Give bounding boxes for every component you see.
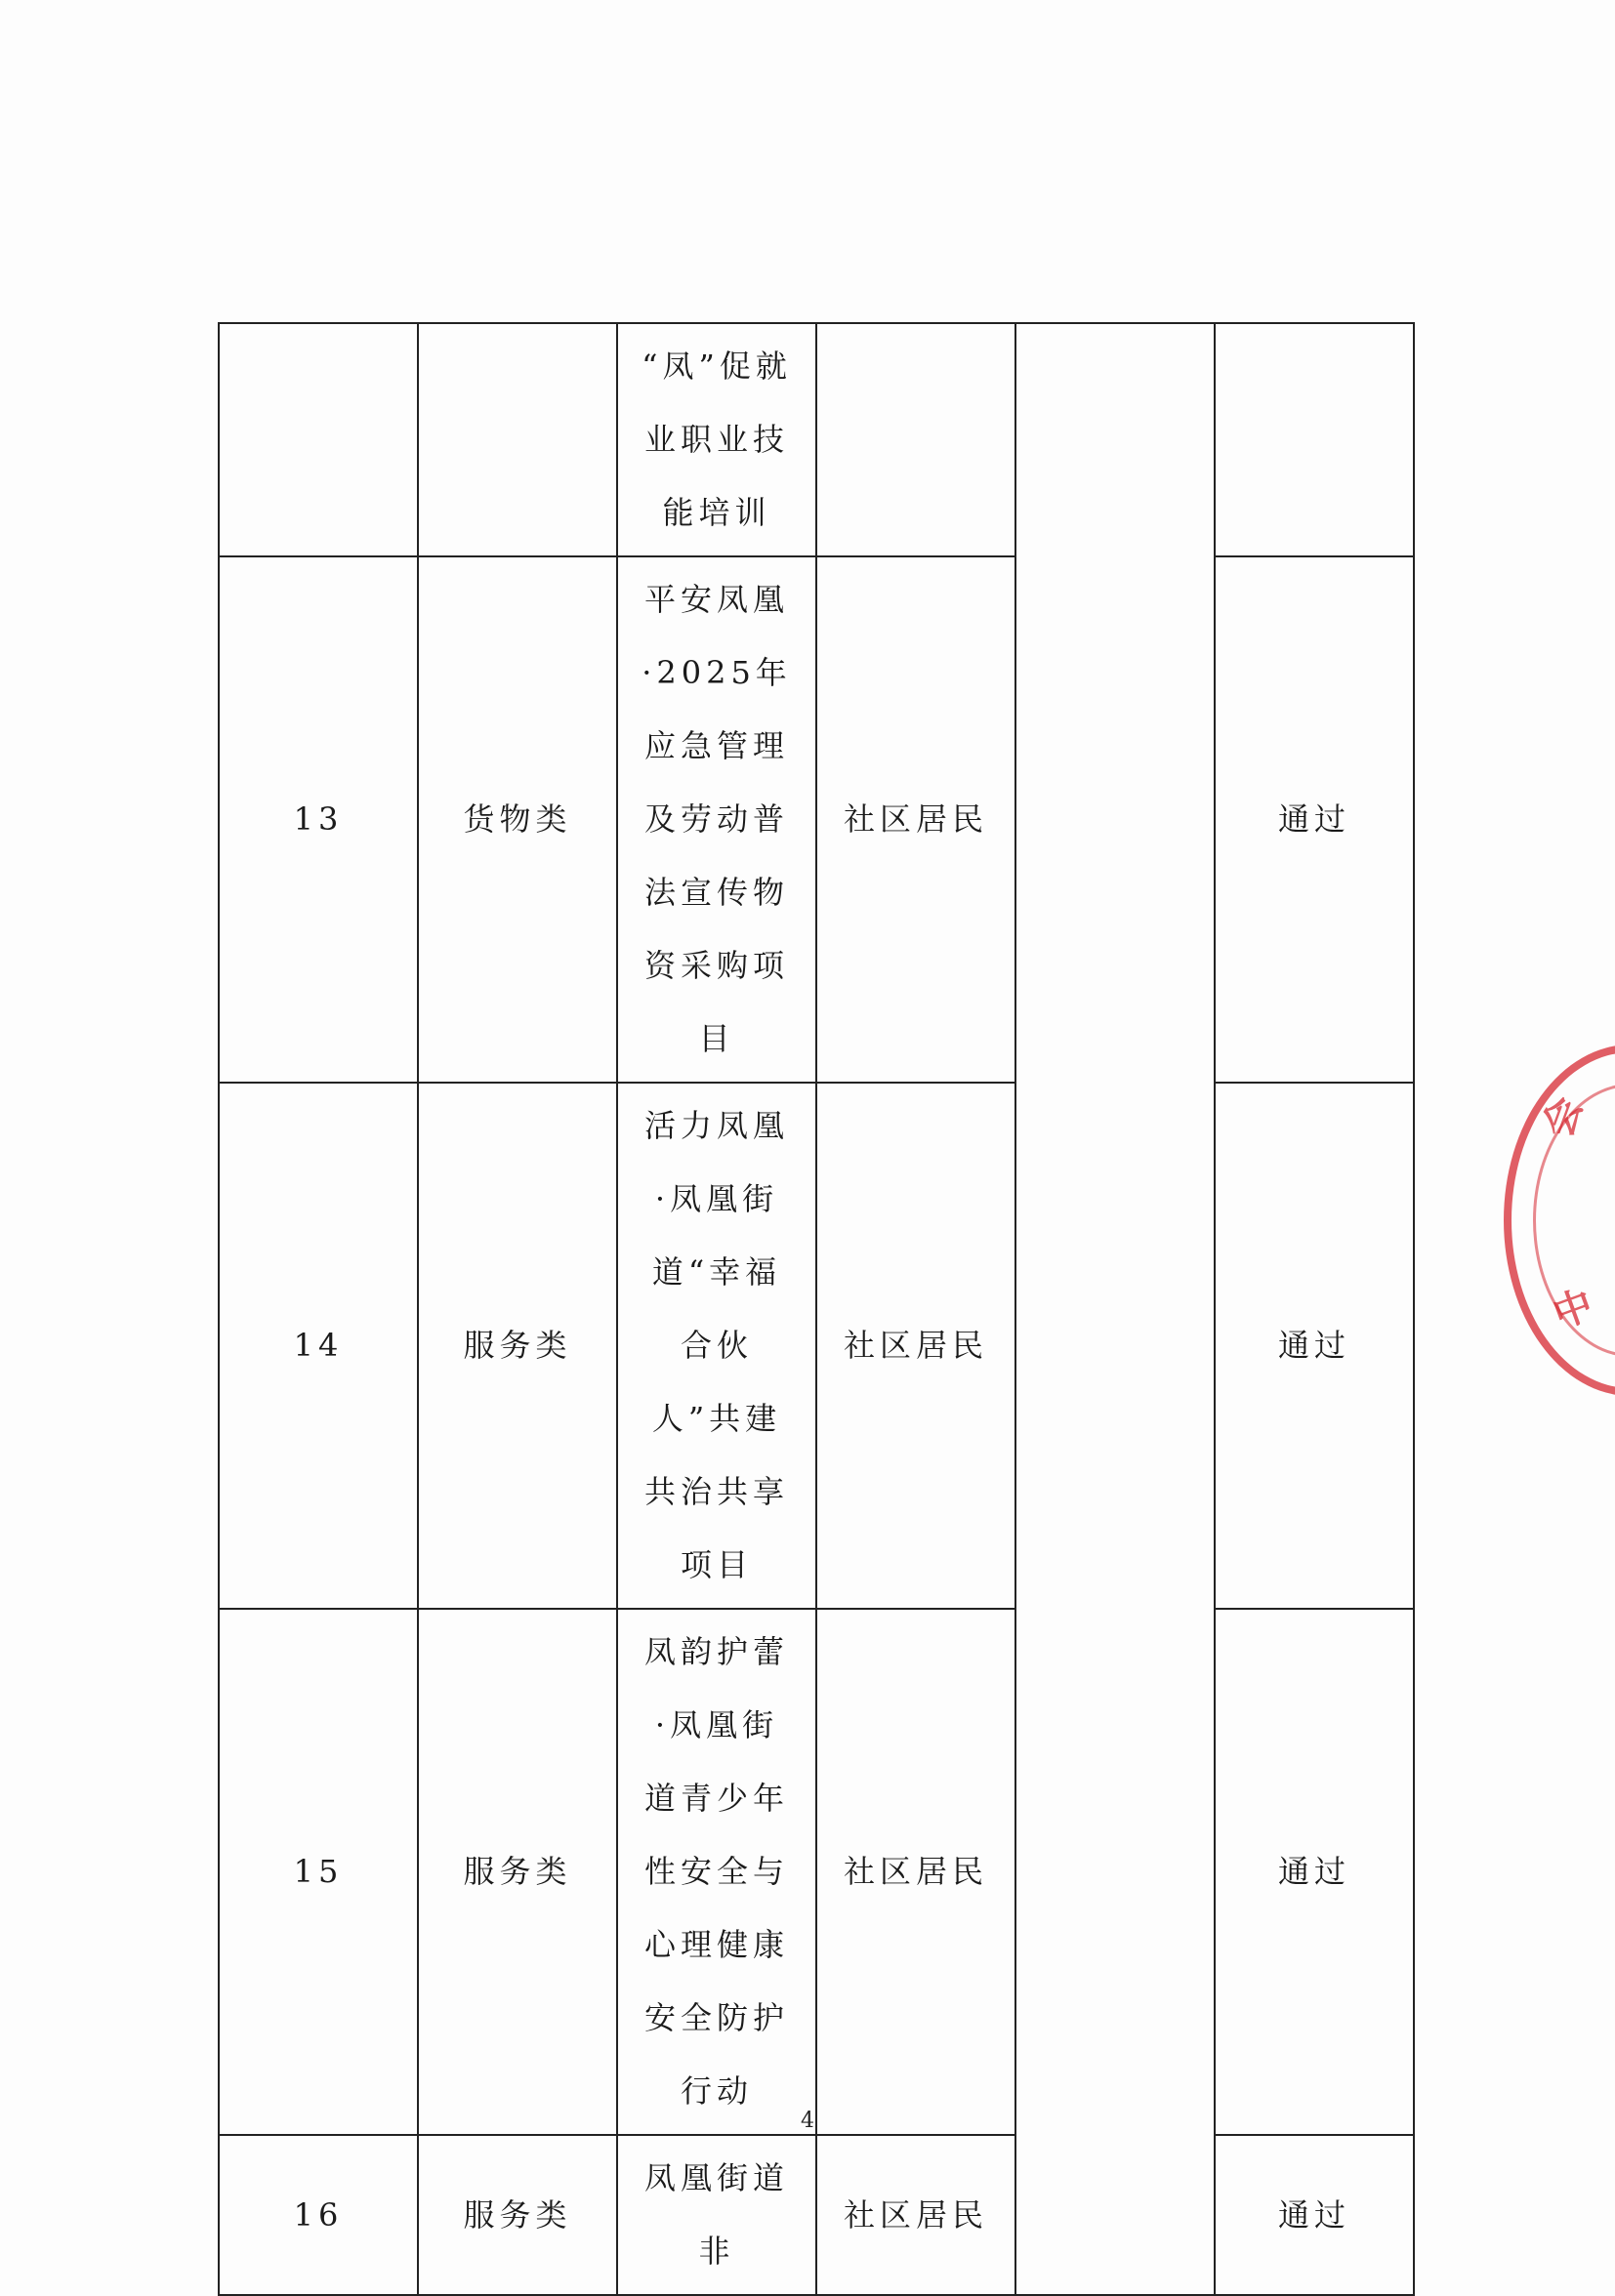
- result-cell: 通过: [1215, 1609, 1414, 2135]
- merged-column-cell: [1015, 323, 1215, 2295]
- result-cell: 通过: [1215, 2135, 1414, 2295]
- seal-glyph: 会: [1535, 1091, 1592, 1144]
- index-cell: 13: [219, 556, 418, 1083]
- target-cell: [816, 323, 1015, 556]
- project-name-cell: “凤”促就业职业技能培训: [617, 323, 816, 556]
- result-cell: 通过: [1215, 1083, 1414, 1609]
- result-cell: [1215, 323, 1414, 556]
- project-name-cell: 平安凤凰·2025年应急管理及劳动普法宣传物资采购项目: [617, 556, 816, 1083]
- seal-glyph: 中: [1547, 1282, 1599, 1338]
- project-table: [218, 322, 1415, 2296]
- table-row: [219, 323, 1414, 556]
- category-cell: 服务类: [418, 1609, 617, 2135]
- project-name-cell: 活力凤凰·凤凰街道“幸福合伙人”共建共治共享项目: [617, 1083, 816, 1609]
- category-cell: [418, 323, 617, 556]
- table-row: [219, 1609, 1414, 2135]
- category-cell: 货物类: [418, 556, 617, 1083]
- table-row: [219, 2135, 1414, 2295]
- table-row: [219, 1083, 1414, 1609]
- project-name-cell: 凤凰街道非: [617, 2135, 816, 2295]
- table-row: [219, 556, 1414, 1083]
- target-cell: 社区居民: [816, 556, 1015, 1083]
- target-cell: 社区居民: [816, 1083, 1015, 1609]
- result-cell: 通过: [1215, 556, 1414, 1083]
- page-number: 4: [801, 2109, 814, 2133]
- index-cell: 14: [219, 1083, 418, 1609]
- category-cell: 服务类: [418, 1083, 617, 1609]
- target-cell: 社区居民: [816, 1609, 1015, 2135]
- target-cell: 社区居民: [816, 2135, 1015, 2295]
- index-cell: 15: [219, 1609, 418, 2135]
- category-cell: 服务类: [418, 2135, 617, 2295]
- index-cell: 16: [219, 2135, 418, 2295]
- index-cell: [219, 323, 418, 556]
- project-name-cell: 凤韵护蕾·凤凰街道青少年性安全与心理健康安全防护行动: [617, 1609, 816, 2135]
